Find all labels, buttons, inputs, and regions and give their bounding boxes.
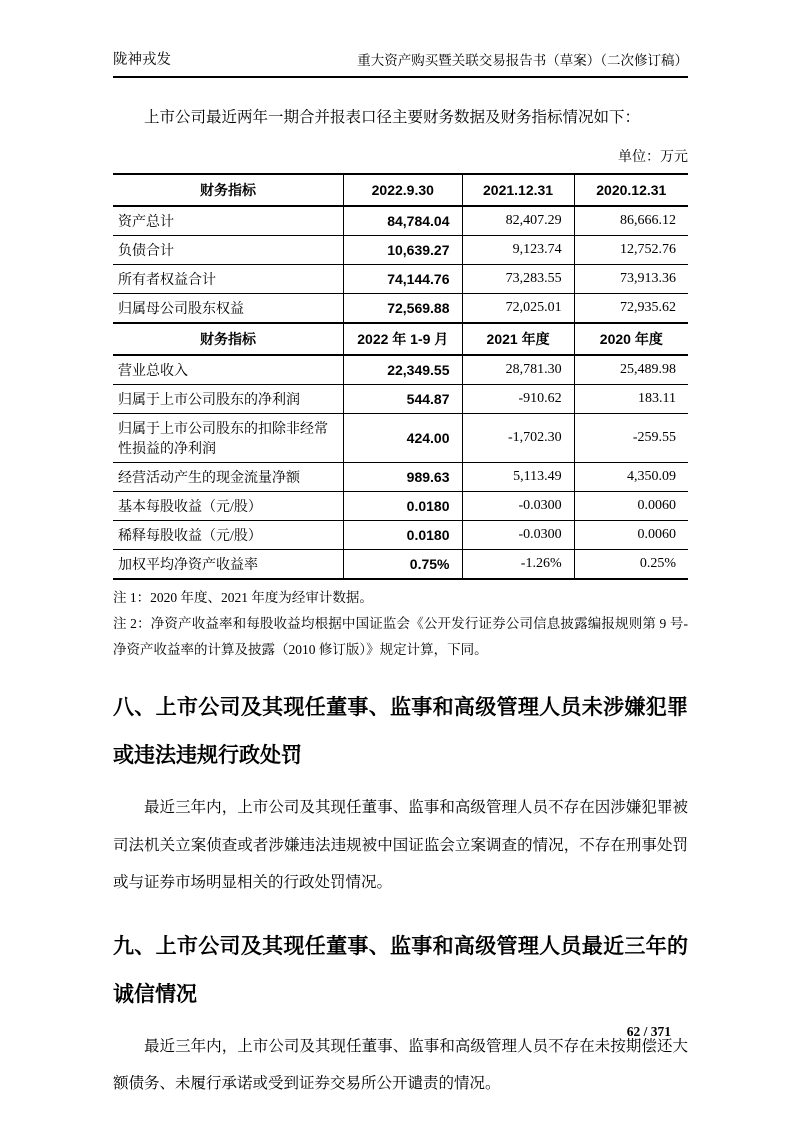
- value-cell: 989.63: [344, 463, 462, 492]
- value-cell: 0.0180: [344, 521, 462, 550]
- value-cell: 72,025.01: [462, 294, 574, 324]
- value-cell: 183.11: [574, 385, 688, 414]
- header-cell: 财务指标: [113, 174, 344, 206]
- table-row: [113, 265, 688, 294]
- value-cell: 73,283.55: [462, 265, 574, 294]
- value-cell: -1,702.30: [462, 414, 574, 463]
- table-row: [113, 294, 688, 324]
- unit-label: 单位：万元: [618, 150, 688, 165]
- value-cell: 0.0180: [344, 492, 462, 521]
- value-cell: 9,123.74: [462, 236, 574, 265]
- table-row: [113, 550, 688, 580]
- row-label: 稀释每股收益（元/股）: [113, 521, 344, 550]
- header-doc-title: 重大资产购买暨关联交易报告书（草案）（二次修订稿）: [357, 53, 688, 68]
- value-cell: -910.62: [462, 385, 574, 414]
- value-cell: 544.87: [344, 385, 462, 414]
- header-cell: 2021 年度: [462, 323, 574, 355]
- value-cell: 424.00: [344, 414, 462, 463]
- value-cell: -259.55: [574, 414, 688, 463]
- row-label: 归属于上市公司股东的净利润: [113, 385, 344, 414]
- value-cell: 72,569.88: [344, 294, 462, 324]
- row-label: 基本每股收益（元/股）: [113, 492, 344, 521]
- header-cell: 2022.9.30: [344, 174, 462, 206]
- table-row: [113, 355, 688, 385]
- value-cell: 28,781.30: [462, 355, 574, 385]
- header-cell: 2020 年度: [574, 323, 688, 355]
- value-cell: 4,350.09: [574, 463, 688, 492]
- value-cell: 10,639.27: [344, 236, 462, 265]
- value-cell: 0.75%: [344, 550, 462, 580]
- row-label: 营业总收入: [113, 355, 344, 385]
- table-header-row-balance: [113, 174, 688, 206]
- value-cell: 12,752.76: [574, 236, 688, 265]
- row-label: 加权平均净资产收益率: [113, 550, 344, 580]
- section-8-paragraph: 最近三年内，上市公司及其现任董事、监事和高级管理人员不存在因涉嫌犯罪被司法机关立案侦查或者涉嫌违法违规被中国证监会立案调查的情况，不存在刑事处罚或与证券市场明显相关的行政处罚情况。: [113, 799, 688, 891]
- table-header-row-income: [113, 323, 688, 355]
- header-cell: 2021.12.31: [462, 174, 574, 206]
- value-cell: 5,113.49: [462, 463, 574, 492]
- value-cell: 84,784.04: [344, 206, 462, 236]
- row-label: 经营活动产生的现金流量净额: [113, 463, 344, 492]
- table-row: [113, 492, 688, 521]
- table-row: [113, 463, 688, 492]
- row-label: 资产总计: [113, 206, 344, 236]
- table-notes: [113, 585, 688, 663]
- intro-paragraph: 上市公司最近两年一期合并报表口径主要财务数据及财务指标情况如下：: [144, 109, 641, 126]
- header-cell: 2020.12.31: [574, 174, 688, 206]
- value-cell: 82,407.29: [462, 206, 574, 236]
- table-row: [113, 385, 688, 414]
- value-cell: 72,935.62: [574, 294, 688, 324]
- note-1: 注 1：2020 年度、2021 年度为经审计数据。: [113, 590, 373, 605]
- value-cell: -1.26%: [462, 550, 574, 580]
- row-label: 归属于上市公司股东的扣除非经常性损益的净利润: [113, 414, 344, 463]
- header-company-name: 陇神戎发: [113, 52, 171, 68]
- row-label: 负债合计: [113, 236, 344, 265]
- table-row: [113, 521, 688, 550]
- value-cell: 73,913.36: [574, 265, 688, 294]
- header-cell: 2022 年 1-9 月: [344, 323, 462, 355]
- table-row: [113, 206, 688, 236]
- value-cell: 0.0060: [574, 521, 688, 550]
- value-cell: 25,489.98: [574, 355, 688, 385]
- financial-indicators-table: [113, 173, 688, 580]
- running-header: [113, 48, 688, 78]
- value-cell: 74,144.76: [344, 265, 462, 294]
- section-9-heading: 九、上市公司及其现任董事、监事和高级管理人员最近三年的诚信情况: [113, 934, 688, 1006]
- table-row: [113, 414, 688, 463]
- page-number: 62 / 371: [626, 1024, 671, 1039]
- row-label: 归属母公司股东权益: [113, 294, 344, 324]
- header-cell: 财务指标: [113, 323, 344, 355]
- value-cell: -0.0300: [462, 521, 574, 550]
- value-cell: 22,349.55: [344, 355, 462, 385]
- section-8-heading: 八、上市公司及其现任董事、监事和高级管理人员未涉嫌犯罪或违法违规行政处罚: [113, 696, 688, 767]
- note-2: 注 2：净资产收益率和每股收益均根据中国证监会《公开发行证券公司信息披露编报规则第 9 号-净资产收益率的计算及披露（2010 修订版）》规定计算，下同。: [113, 616, 688, 657]
- value-cell: 0.0060: [574, 492, 688, 521]
- value-cell: 86,666.12: [574, 206, 688, 236]
- table-row: [113, 236, 688, 265]
- value-cell: 0.25%: [574, 550, 688, 580]
- section-9-paragraph: 最近三年内，上市公司及其现任董事、监事和高级管理人员不存在未按期偿还大额债务、未履行承诺或受到证券交易所公开谴责的情况。: [113, 1037, 688, 1092]
- row-label: 所有者权益合计: [113, 265, 344, 294]
- value-cell: -0.0300: [462, 492, 574, 521]
